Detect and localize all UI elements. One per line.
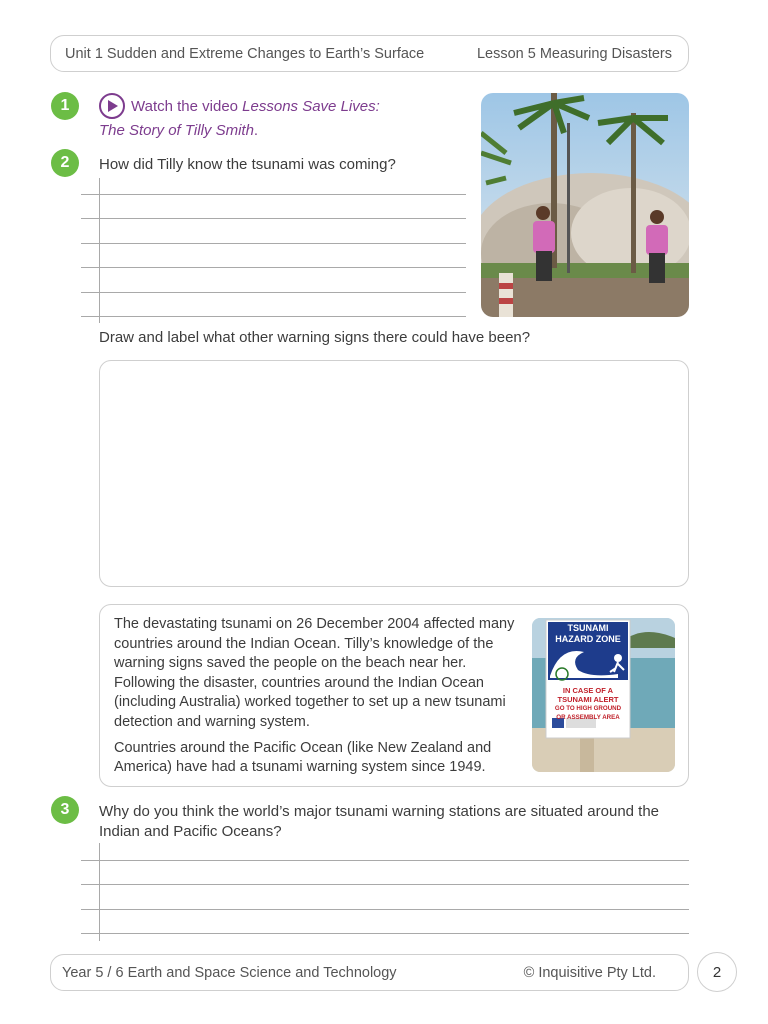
info-panel	[99, 604, 689, 787]
sign-alert-line2: TSUNAMI ALERT	[557, 695, 619, 704]
sign-alert-line1: IN CASE OF A	[562, 686, 614, 695]
sign-alert-line4: OR ASSEMBLY AREA	[556, 714, 620, 721]
info-paragraph-2: Countries around the Pacific Ocean (like New Zealand and America) have had a tsunami warning system since 1949.	[114, 739, 492, 776]
answer-line[interactable]	[81, 194, 466, 195]
lesson-title: Lesson 5 Measuring Disasters	[476, 45, 672, 62]
margin-line	[99, 843, 100, 941]
answer-line[interactable]	[81, 860, 689, 861]
answer-line[interactable]	[81, 243, 466, 244]
video-title-line1: Lessons Save Lives:	[242, 97, 380, 115]
answer-line[interactable]	[81, 316, 466, 317]
sign-alert	[546, 686, 630, 722]
video-link[interactable]	[99, 94, 459, 141]
answer-line[interactable]	[81, 933, 689, 934]
page-footer	[50, 954, 689, 991]
sign-title-line2: HAZARD ZONE	[555, 634, 621, 644]
footer-subject: Year 5 / 6 Earth and Space Science and Technology	[62, 964, 397, 981]
answer-line[interactable]	[81, 909, 689, 910]
page-header	[50, 35, 689, 72]
step-number-3: 3	[51, 796, 79, 824]
answer-line[interactable]	[81, 218, 466, 219]
step-number-2: 2	[51, 149, 79, 177]
tsunami-photo	[481, 93, 689, 317]
footer-copyright: © Inquisitive Pty Ltd.	[523, 964, 656, 981]
drawing-area[interactable]	[99, 360, 689, 587]
draw-prompt: Draw and label what other warning signs there could have been?	[99, 329, 531, 346]
unit-title: Unit 1 Sudden and Extreme Changes to Earth’s Surface	[65, 45, 425, 62]
video-suffix: .	[253, 122, 259, 139]
video-prefix: Watch the video	[131, 97, 243, 115]
info-text	[114, 615, 524, 784]
question-2: How did Tilly know the tsunami was coming?	[99, 156, 396, 173]
answer-line[interactable]	[81, 267, 466, 268]
tsunami-sign-photo	[532, 618, 675, 772]
step-number-1: 1	[51, 92, 79, 120]
play-icon[interactable]	[99, 93, 125, 119]
sign-title	[548, 623, 628, 645]
info-paragraph-1: The devastating tsunami on 26 December 2004 affected many countries around the Indian Ocean. Tilly’s knowledge of the warning signs saved the people on the beach near her. Following the disaster, countries around the Indian Ocean (including Australia) worked together to set up a new tsunami detection and warning system.	[114, 616, 515, 730]
margin-line	[99, 178, 100, 323]
question-3: Why do you think the world’s major tsunami warning stations are situated around the Indian and Pacific Oceans?	[99, 803, 660, 840]
answer-line[interactable]	[81, 292, 466, 293]
video-title-line2: The Story of Tilly Smith	[99, 122, 254, 139]
sign-title-line1: TSUNAMI	[567, 623, 609, 633]
sign-alert-line3: GO TO HIGH GROUND	[554, 705, 622, 712]
answer-line[interactable]	[81, 884, 689, 885]
page-number: 2	[697, 952, 737, 992]
